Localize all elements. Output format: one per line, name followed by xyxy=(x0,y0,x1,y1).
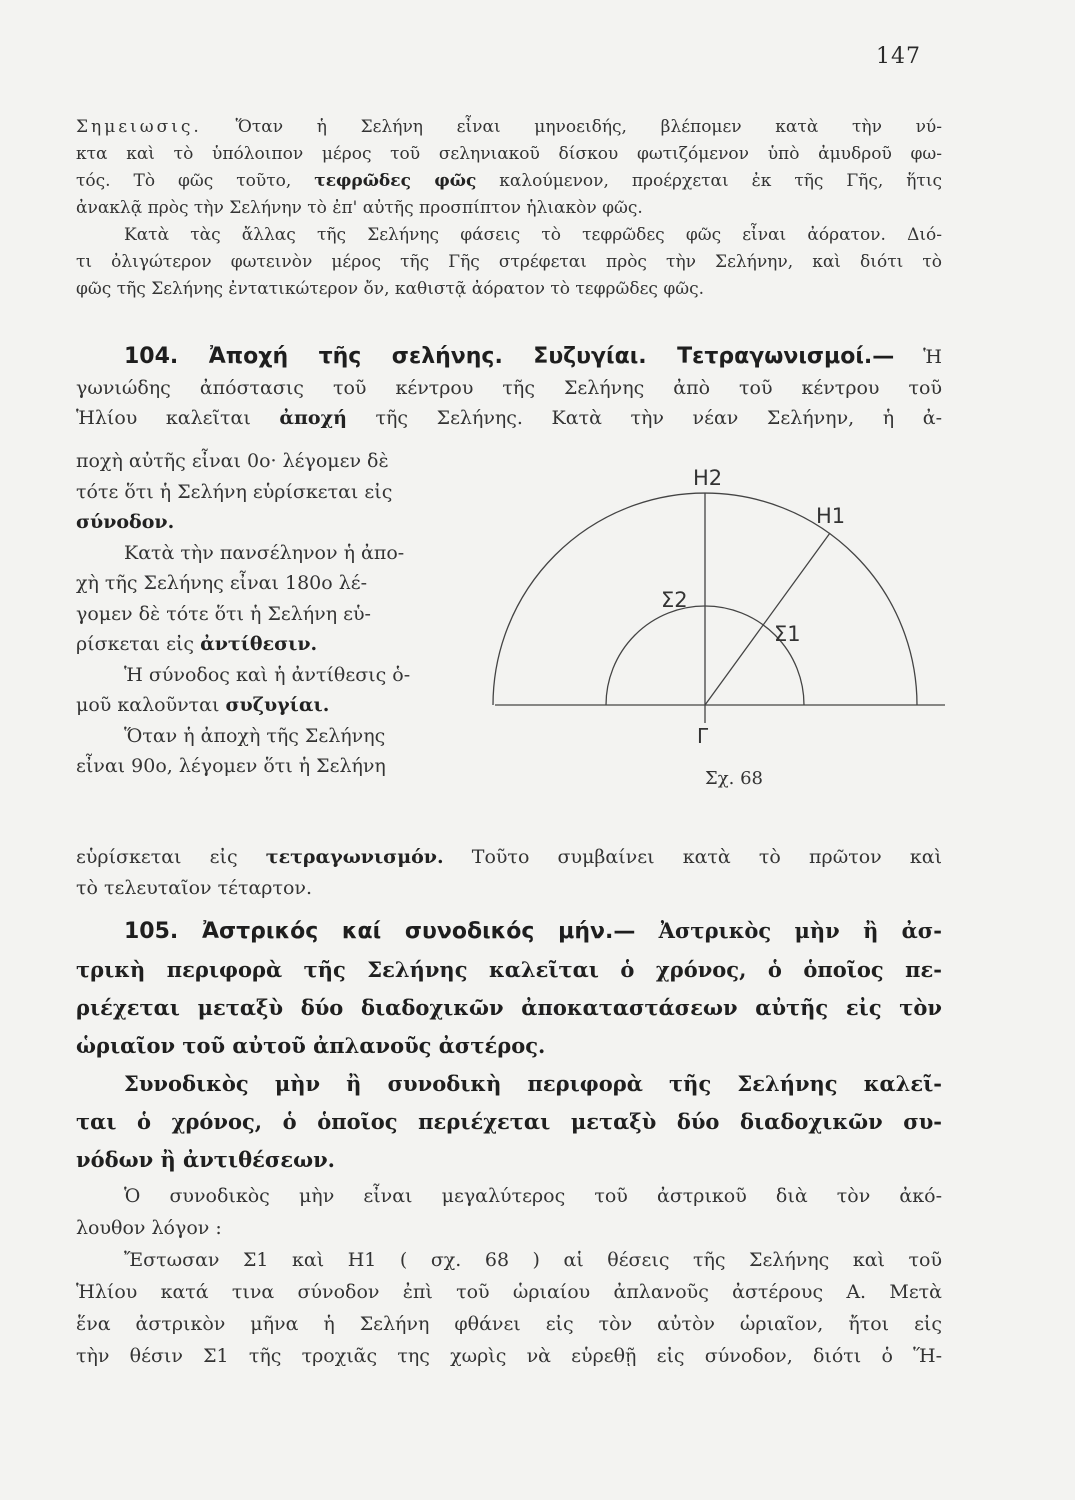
label-h1: H1 xyxy=(816,504,846,528)
s105-line-3: ριέχεται μεταξὺ δύο διαδοχικῶν ἀποκαταστάσεων αὐτῆς εἰς τὸν xyxy=(76,995,942,1020)
label-gamma: Γ xyxy=(697,724,709,748)
note-label: Σημειωσις. xyxy=(76,117,202,137)
s105-line-1b: Ἀστρικὸς μὴν ἢ ἀσ- xyxy=(658,918,943,943)
page-number: 147 xyxy=(876,44,921,69)
note-line-3a: τός. Τὸ φῶς τοῦτο, xyxy=(76,171,292,191)
label-s2: Σ2 xyxy=(661,588,688,612)
s105-line-8: Ὁ συνοδικὸς μὴν εἶναι μεγαλύτερος τοῦ ἀστρικοῦ διὰ τὸν ἀκό- xyxy=(124,1185,942,1207)
section-104-title: 104. Ἀποχή τῆς σελήνης. Συζυγίαι. Τετραγωνισμοί.— xyxy=(124,344,895,369)
s104-line-14: εἶναι 90ο, λέγομεν ὅτι ἡ Σελήνη xyxy=(76,755,386,777)
s104-line-3a: Ἡλίου καλεῖται xyxy=(76,407,251,429)
section-104 xyxy=(76,342,942,434)
note-line-5: Κατὰ τὰς ἄλλας τῆς Σελήνης φάσεις τὸ τεφρῶδες φῶς εἶναι ἀόρατον. Διό- xyxy=(124,225,942,245)
section-105-body xyxy=(76,1180,942,1372)
label-h2: H2 xyxy=(693,466,723,490)
s104-line-13: Ὅταν ἡ ἀποχὴ τῆς Σελήνης xyxy=(124,724,386,747)
note-line-3c: καλούμενον, προέρχεται ἐκ τῆς Γῆς, ἥτις xyxy=(499,171,943,191)
s105-line-2: τρικὴ περιφορὰ τῆς Σελήνης καλεῖται ὁ χρόνος, ὁ ὁποῖος πε- xyxy=(76,957,942,982)
s104-line-5: τότε ὅτι ἡ Σελήνη εὑρίσκεται εἰς xyxy=(76,480,393,503)
s104-line-10a: ρίσκεται εἰς xyxy=(76,633,195,655)
s105-line-6: ται ὁ χρόνος, ὁ ὁποῖος περιέχεται μεταξὺ δύο διαδοχικῶν συ- xyxy=(76,1109,942,1134)
term-tetragonismos: τετραγωνισμόν. xyxy=(265,846,444,868)
s104-line-7: Κατὰ τὴν πανσέληνον ἡ ἀπο- xyxy=(124,541,405,564)
s105-line-4: ὡριαῖον τοῦ αὐτοῦ ἀπλανοῦς ἀστέρος. xyxy=(76,1033,546,1058)
radius-h1 xyxy=(705,533,830,705)
term-syzygiai: συζυγίαι. xyxy=(225,694,330,716)
label-s1: Σ1 xyxy=(774,622,801,646)
s105-line-7: νόδων ἢ ἀντιθέσεων. xyxy=(76,1147,335,1172)
s104-line-8: χὴ τῆς Σελήνης εἶναι 180ο λέ- xyxy=(76,572,368,594)
s104-line-12a: μοῦ καλοῦνται xyxy=(76,694,220,716)
term-antithesis: ἀντίθεσιν. xyxy=(200,633,318,655)
ash-light-term: τεφρῶδες φῶς xyxy=(314,171,477,191)
s105-line-9: λουθον λόγον : xyxy=(76,1217,222,1239)
s104-line-15a: εὑρίσκεται εἰς xyxy=(76,846,238,868)
s104-line-11: Ἡ σύνοδος καὶ ἡ ἀντίθεσις ὁ- xyxy=(124,663,411,686)
s104-line-4: ποχὴ αὐτῆς εἶναι 0ο· λέγομεν δὲ xyxy=(76,450,389,472)
note-paragraph xyxy=(76,114,942,303)
s105-line-12: ἕνα ἀστρικὸν μῆνα ἡ Σελήνη φθάνει εἰς τὸν αὐτὸν ὡριαῖον, ἤτοι εἰς xyxy=(76,1313,942,1335)
section-104-left-column xyxy=(76,446,470,782)
note-line-4: ἀνακλᾷ πρὸς τὴν Σελήνην τὸ ἐπ' αὐτῆς προσπίπτον ἡλιακὸν φῶς. xyxy=(76,198,643,218)
term-synodos: σύνοδον. xyxy=(76,511,175,533)
s105-line-10: Ἔστωσαν Σ1 καὶ Η1 ( σχ. 68 ) αἱ θέσεις τῆς Σελήνης καὶ τοῦ xyxy=(124,1249,942,1271)
term-apochi: ἀποχή xyxy=(279,407,347,429)
s104-line-15c: Τοῦτο συμβαίνει κατὰ τὸ πρῶτον καὶ xyxy=(471,846,943,868)
s104-line-9: γομεν δὲ τότε ὅτι ἡ Σελήνη εὑ- xyxy=(76,602,371,625)
section-105-title: 105. Ἀστρικός καί συνοδικός μήν.— xyxy=(124,919,636,944)
figure-caption: Σχ. 68 xyxy=(705,768,763,789)
note-line-2: κτα καὶ τὸ ὑπόλοιπον μέρος τοῦ σεληνιακοῦ δίσκου φωτιζόμενον ὑπὸ ἀμυδροῦ φω- xyxy=(76,144,942,164)
note-line-1: Ὅταν ἡ Σελήνη εἶναι μηνοειδής, βλέπομεν κατὰ τὴν νύ- xyxy=(235,117,943,137)
s105-line-13: τὴν θέσιν Σ1 τῆς τροχιᾶς της χωρὶς νὰ εὑρεθῇ εἰς σύνοδον, διότι ὁ Ἥ- xyxy=(76,1345,942,1367)
section-105 xyxy=(76,912,942,1179)
s104-line-16: τὸ τελευταῖον τέταρτον. xyxy=(76,876,313,899)
figure-68-diagram xyxy=(490,455,950,805)
note-line-6: τι ὀλιγώτερον φωτεινὸν μέρος τῆς Γῆς στρέφεται πρὸς τὴν Σελήνην, καὶ διότι τὸ xyxy=(76,252,942,272)
section-104-tail xyxy=(76,842,942,903)
s105-line-5: Συνοδικὸς μὴν ἢ συνοδικὴ περιφορὰ τῆς Σελήνης καλεῖ- xyxy=(124,1071,942,1096)
s104-line-2: γωνιώδης ἀπόστασις τοῦ κέντρου τῆς Σελήνης ἀπὸ τοῦ κέντρου τοῦ xyxy=(76,376,942,399)
note-line-7: φῶς τῆς Σελήνης ἐντατικώτερον ὄν, καθιστᾷ ἀόρατον τὸ τεφρῶδες φῶς. xyxy=(76,279,705,299)
s104-line-3c: τῆς Σελήνης. Κατὰ τὴν νέαν Σελήνην, ἡ ἀ- xyxy=(375,407,942,429)
s104-line-1-tail: Ἡ xyxy=(923,346,942,368)
s105-line-11: Ἡλίου κατά τινα σύνοδον ἐπὶ τοῦ ὡριαίου ἀπλανοῦς ἀστέρους Α. Μετὰ xyxy=(76,1281,942,1303)
